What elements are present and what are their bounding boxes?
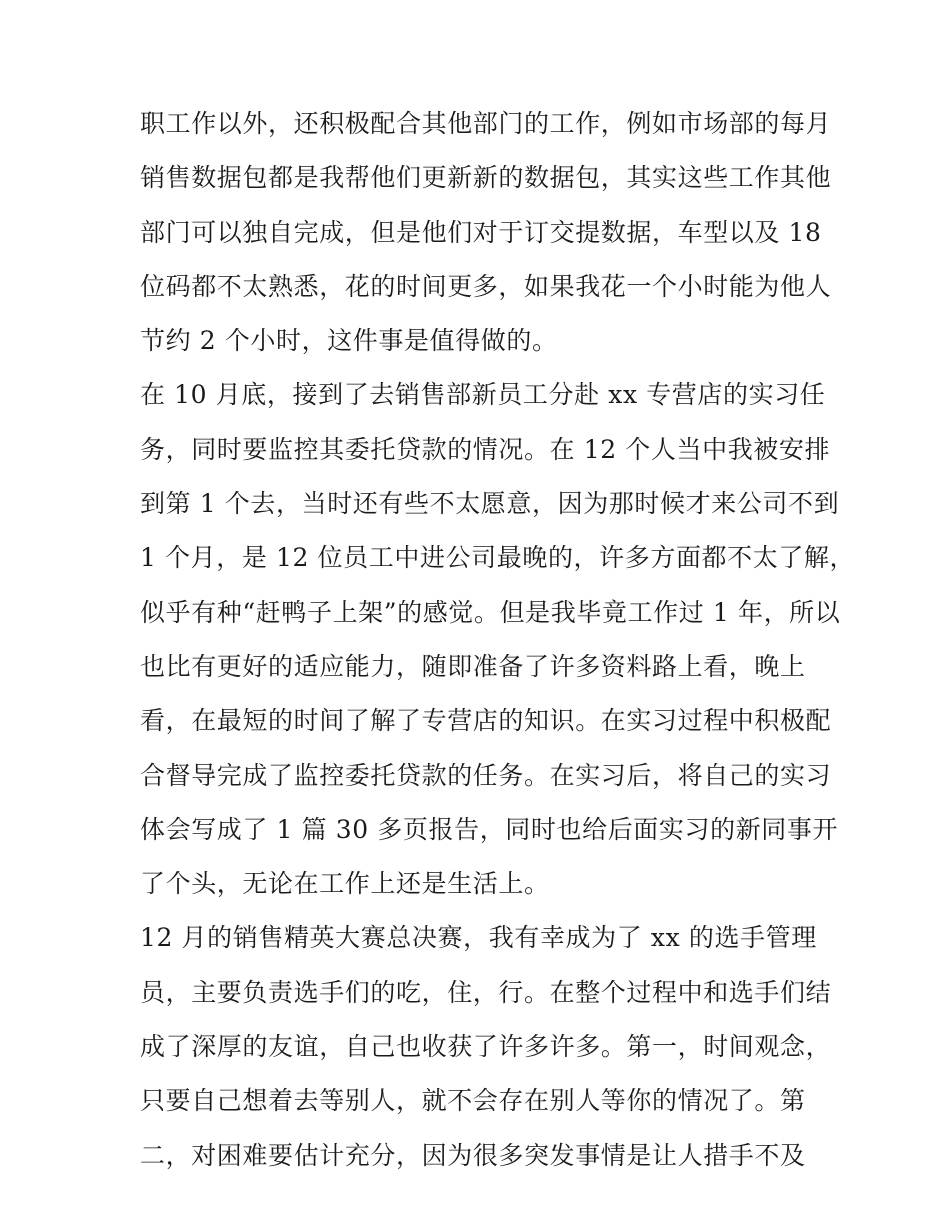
text-line: 似乎有种“赶鸭子上架”的感觉。但是我毕竟工作过 1 年，所以 — [140, 597, 841, 627]
body-text — [140, 97, 856, 1183]
text-line: 1 个月，是 12 位员工中进公司最晚的，许多方面都不太了解， — [140, 543, 856, 573]
text-line: 到第 1 个去，当时还有些不太愿意，因为那时候才来公司不到 — [140, 489, 840, 519]
text-line: 也比有更好的适应能力，随即准备了许多资料路上看，晚上 — [140, 651, 806, 681]
text-line: 职工作以外，还积极配合其他部门的工作，例如市场部的每月 — [140, 109, 832, 138]
text-line: 务，同时要监控其委托贷款的情况。在 12 个人当中我被安排 — [140, 434, 831, 464]
text-line: 销售数据包都是我帮他们更新新的数据包，其实这些工作其他 — [140, 163, 832, 193]
text-line: 合督导完成了监控委托贷款的任务。在实习后，将自己的实习 — [140, 760, 832, 790]
text-line: 只要自己想着去等别人，就不会存在别人等你的情况了。第 — [140, 1086, 806, 1116]
text-line: 员，主要负责选手们的吃，住，行。在整个过程中和选手们结 — [140, 977, 832, 1007]
text-line: 看，在最短的时间了解了专营店的知识。在实习过程中积极配 — [140, 706, 832, 736]
text-line: 体会写成了 1 篇 30 多页报告，同时也给后面实习的新同事开 — [140, 814, 839, 844]
text-line: 在 10 月底，接到了去销售部新员工分赴 xx 专营店的实习任 — [140, 380, 826, 410]
text-line: 节约 2 个小时，这件事是值得做的。 — [140, 326, 558, 356]
text-line: 成了深厚的友谊，自己也收获了许多许多。第一，时间观念， — [140, 1032, 832, 1062]
text-line: 12 月的销售精英大赛总决赛，我有幸成为了 xx 的选手管理 — [140, 923, 817, 953]
text-line: 了个头，无论在工作上还是生活上。 — [140, 869, 550, 899]
text-line: 部门可以独自完成，但是他们对于订交提数据，车型以及 18 — [140, 217, 822, 247]
text-line: 二，对困难要估计充分，因为很多突发事情是让人措手不及 — [140, 1140, 806, 1170]
text-line: 位码都不太熟悉，花的时间更多，如果我花一个小时能为他人 — [140, 271, 832, 301]
